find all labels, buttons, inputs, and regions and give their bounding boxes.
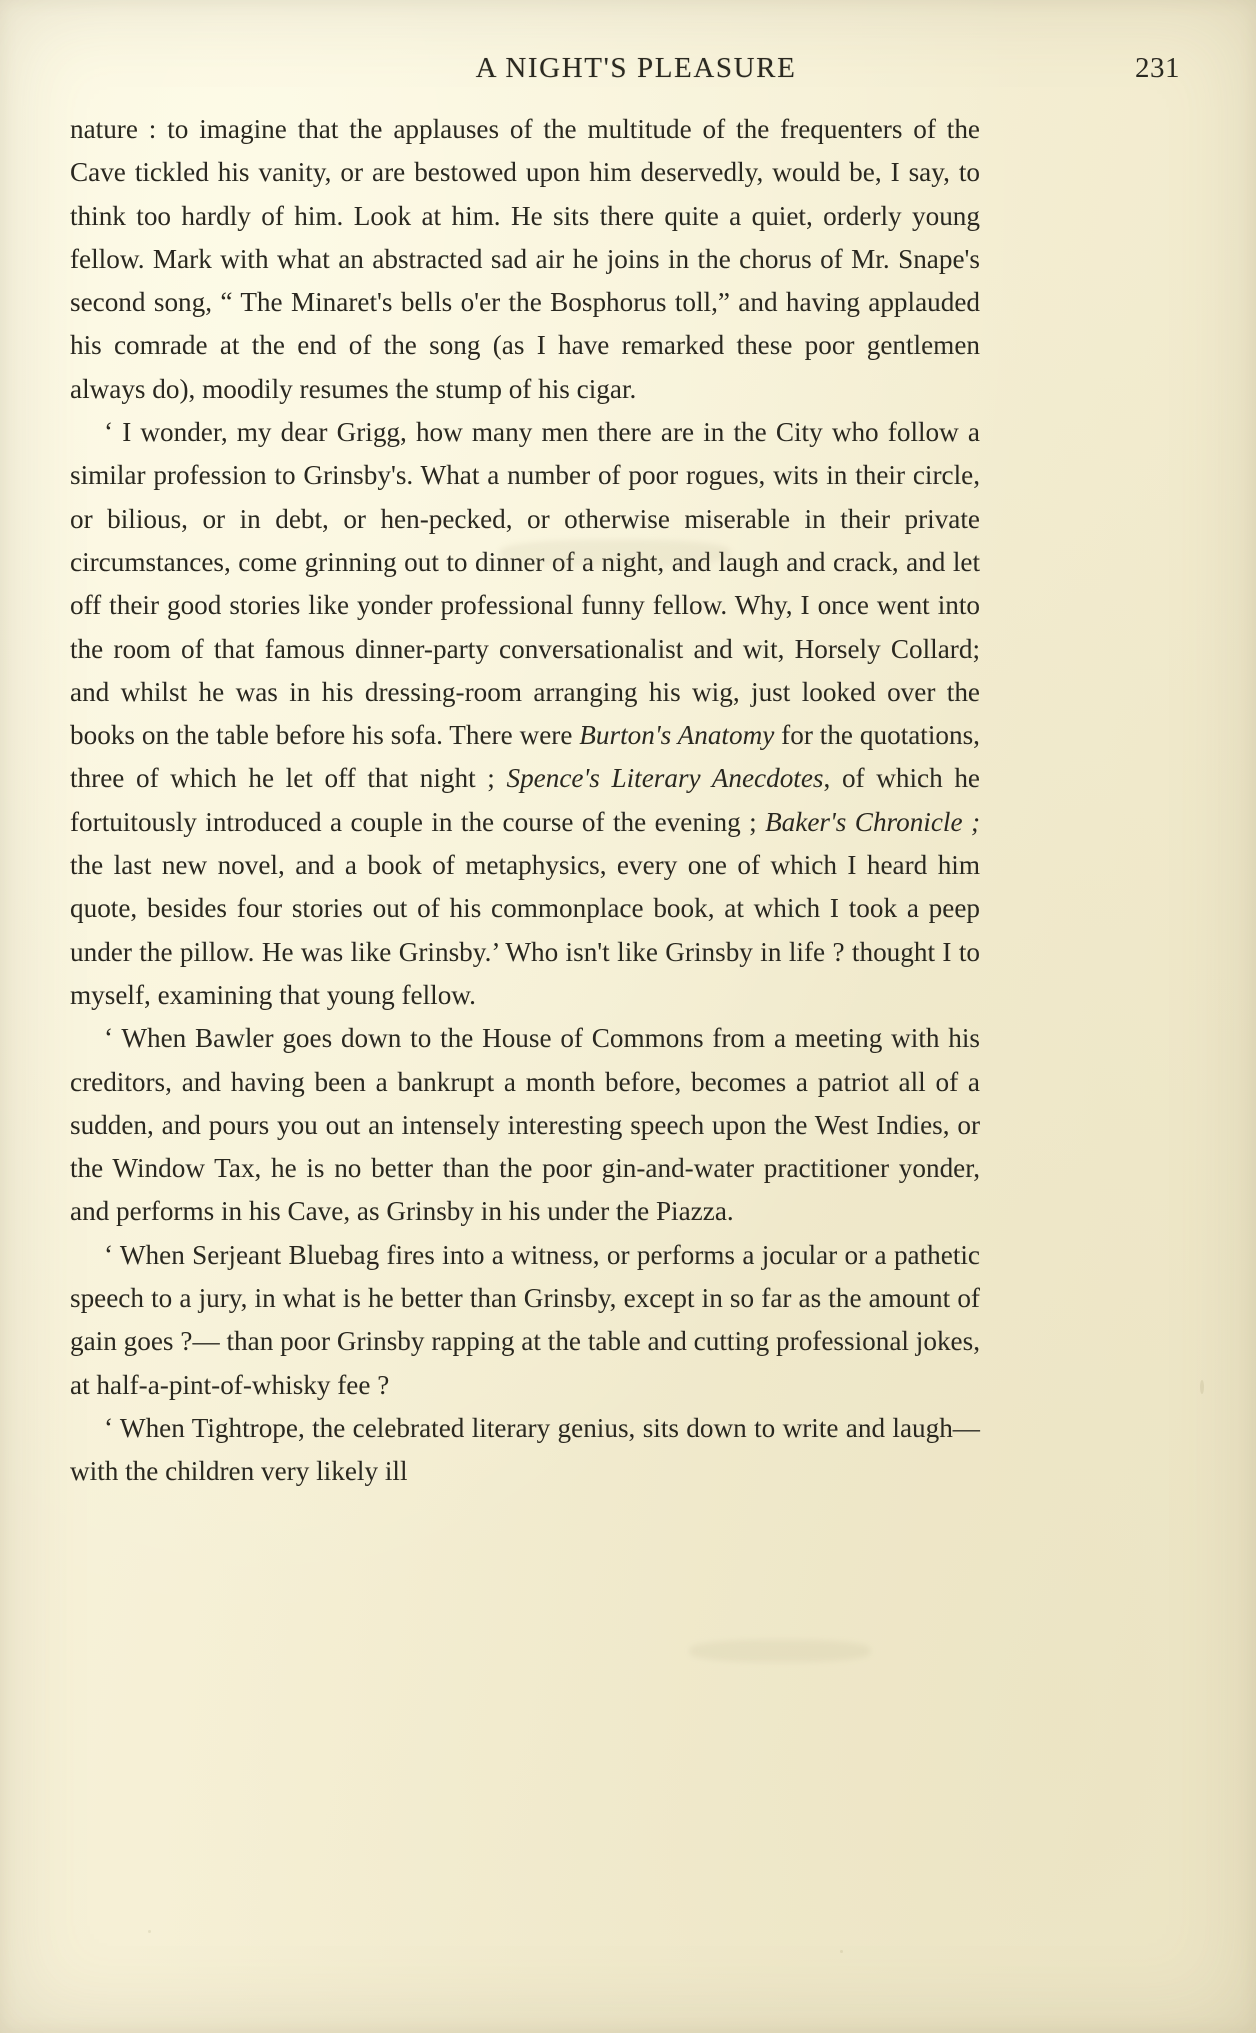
book-title-spences-literary-anecdotes: Spence's Literary Anecdotes bbox=[506, 763, 824, 794]
paragraph-2-part-2: for the quotations, three of which he let off that night ; bbox=[70, 720, 980, 794]
page-header bbox=[88, 52, 1184, 92]
paper-speckle bbox=[840, 1950, 843, 1953]
page-number: 231 bbox=[1135, 52, 1180, 84]
book-title-burtons-anatomy: Burton's Anatomy bbox=[579, 720, 775, 751]
paragraph-5: ‘ When Tightrope, the celebrated literary genius, sits down to write and laugh—with the children very likely ill bbox=[70, 1412, 980, 1487]
paragraph-2 bbox=[70, 411, 980, 1017]
paper-smudge bbox=[690, 1640, 870, 1662]
paper-speckle bbox=[1200, 1380, 1204, 1394]
page-body bbox=[70, 108, 980, 1494]
paragraph-2-part-3: , of which he fortuitously introduced a couple in the course of the evening ; bbox=[70, 763, 980, 837]
paragraph-3: ‘ When Bawler goes down to the House of Commons from a meeting with his creditors, and having been a bankrupt a month before, becomes a patriot all of a sudden, and pours you out an intensely interesting speech upon the West Indies, or the Window Tax, he is no better than the poor gin-and-water practitioner yonder, and performs in his Cave, as Grinsby in his under the Piazza. bbox=[70, 1023, 980, 1227]
paragraph-1: nature : to imagine that the applauses of the multitude of the frequenters of the Cave tickled his vanity, or are bestowed upon him deservedly, would be, I say, to think too hardly of him. Look at him. He sits there quite a quiet, orderly young fellow. Mark with what an abstracted sad air he joins in the chorus of Mr. Snape's second song, “ The Minaret's bells o'er the Bosphorus toll,” and having applauded his comrade at the end of the song (as I have remarked these poor gentlemen always do), moodily resumes the stump of his cigar. bbox=[70, 114, 980, 404]
book-title-bakers-chronicle: Baker's Chronicle ; bbox=[765, 806, 981, 837]
paragraph-2-part-1: ‘ I wonder, my dear Grigg, how many men there are in the City who follow a similar profession to Grinsby's. What a number of poor rogues, wits in their circle, or bilious, or in debt, or hen-pecked, or otherwise miserable in their private circumstances, come grinning out to dinner of a night, and laugh and crack, and let off their good stories like yonder professional funny fellow. Why, I once went into the room of that famous dinner-party conversationalist and wit, Horsely Collard; and whilst he was in his dressing-room arranging his wig, just looked over the books on the table before his sofa. There were bbox=[70, 417, 980, 751]
running-title: A NIGHT'S PLEASURE bbox=[475, 52, 797, 84]
paper-speckle bbox=[148, 1930, 151, 1933]
paragraph-2-part-4: the last new novel, and a book of metaphysics, every one of which I heard him quote, besides four stories out of his commonplace book, at which I took a peep under the pillow. He was like Grinsby.’ Who isn't like Grinsby in life ? thought I to myself, examining that young fellow. bbox=[70, 850, 980, 1010]
paragraph-4: ‘ When Serjeant Bluebag fires into a witness, or performs a jocular or a pathetic speech to a jury, in what is he better than Grinsby, except in so far as the amount of gain goes ?— than poor Grinsby rapping at the table and cutting professional jokes, at half-a-pint-of-whisky fee ? bbox=[70, 1239, 980, 1400]
